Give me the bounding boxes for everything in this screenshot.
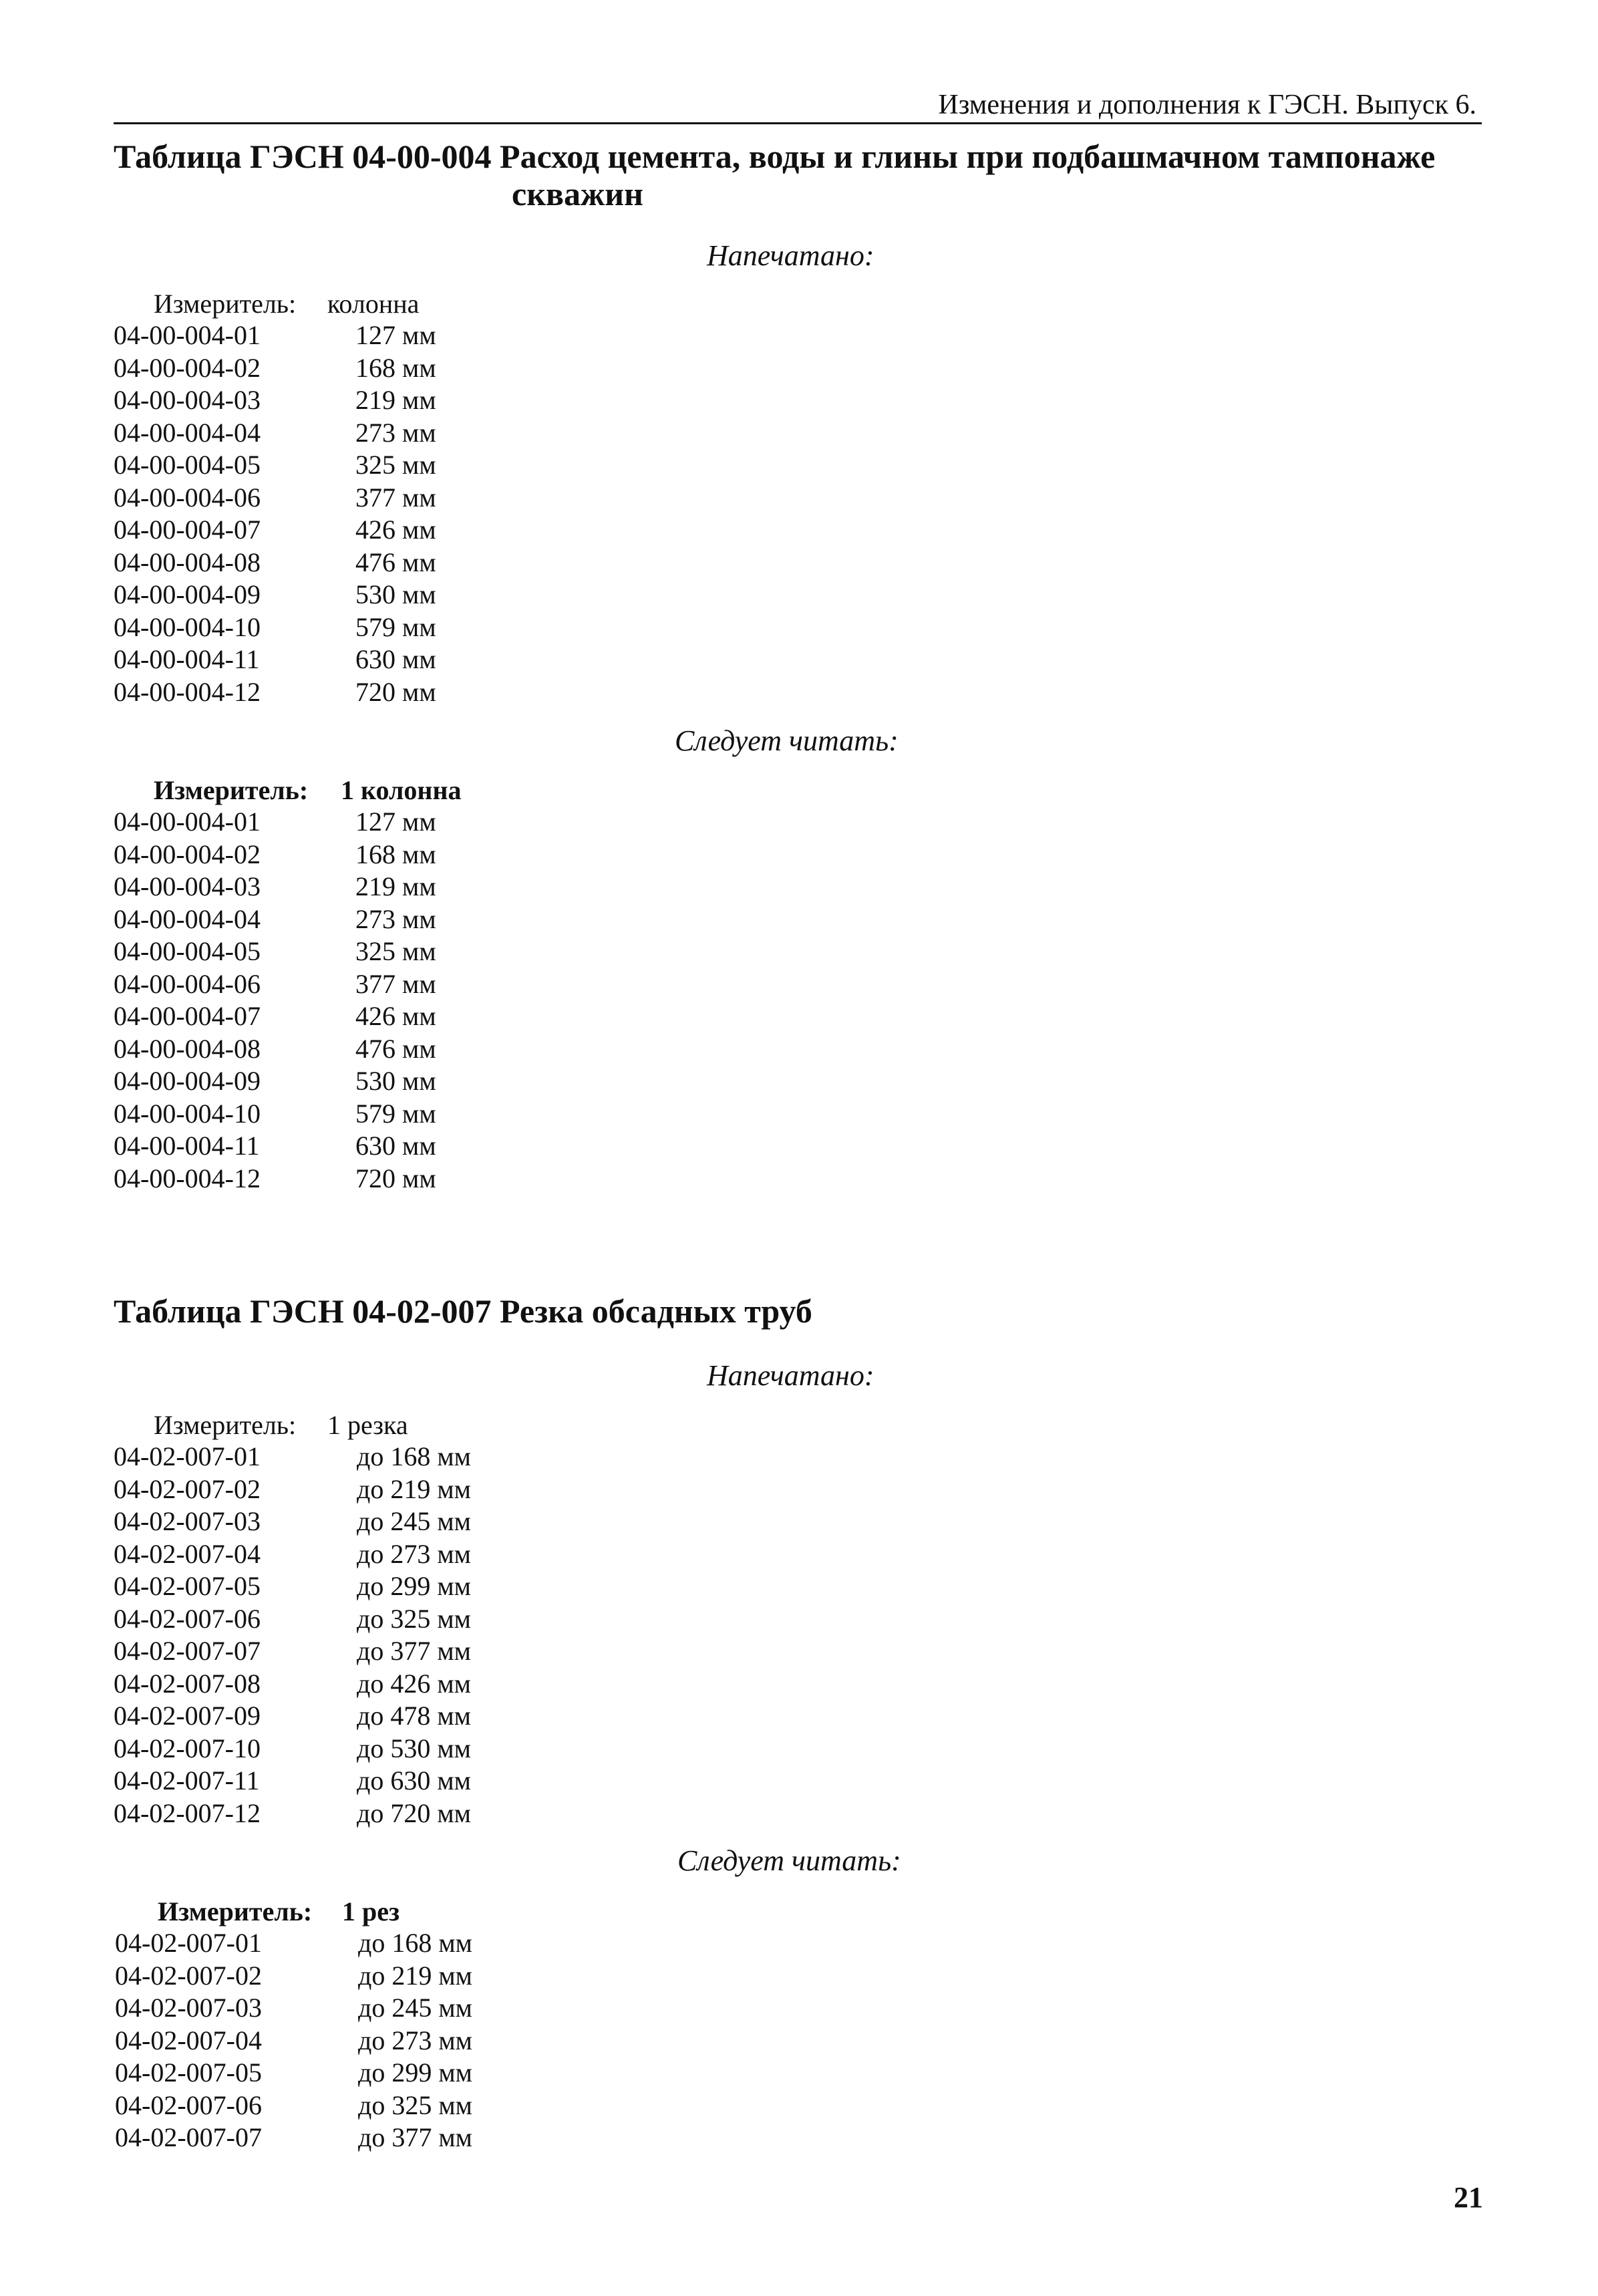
row-code: 04-02-007-04 (114, 1538, 261, 1569)
row-code: 04-02-007-10 (114, 1733, 261, 1763)
row-code: 04-00-004-09 (114, 1066, 261, 1096)
row-code: 04-00-004-04 (114, 417, 261, 448)
row-size: 426 мм (355, 515, 436, 545)
row-size: до 299 мм (358, 2057, 472, 2088)
row-code: 04-00-004-09 (114, 579, 261, 609)
table1-printed-meter (154, 289, 420, 319)
row-size: 630 мм (355, 644, 436, 674)
row-size: до 168 мм (358, 1928, 472, 1958)
row-size: 377 мм (355, 482, 436, 513)
row-size: до 530 мм (357, 1733, 471, 1763)
row-size: до 273 мм (357, 1538, 471, 1569)
meter-label: Измеритель: (158, 1896, 313, 1926)
row-code: 04-00-004-11 (114, 644, 260, 674)
row-code: 04-02-007-04 (115, 2025, 262, 2055)
row-size: 219 мм (355, 871, 436, 901)
row-size: 426 мм (355, 1001, 436, 1031)
row-size: до 299 мм (357, 1571, 471, 1601)
row-size: 579 мм (355, 1098, 436, 1129)
row-code: 04-00-004-04 (114, 903, 261, 934)
row-size: до 377 мм (358, 2122, 472, 2152)
table2-corrected-caption: Следует читать: (677, 1844, 901, 1877)
row-size: 476 мм (355, 547, 436, 577)
table1-corrected-caption: Следует читать: (675, 724, 899, 757)
meter-label: Измеритель: (154, 289, 297, 319)
row-code: 04-02-007-02 (114, 1473, 261, 1504)
row-code: 04-02-007-08 (114, 1668, 261, 1699)
row-code: 04-00-004-10 (114, 1098, 261, 1129)
row-code: 04-00-004-08 (114, 547, 261, 577)
row-code: 04-02-007-12 (114, 1798, 261, 1828)
running-header: Изменения и дополнения к ГЭСН. Выпуск 6. (114, 86, 1482, 124)
row-size: 325 мм (355, 450, 436, 480)
row-size: до 630 мм (357, 1765, 471, 1796)
row-size: до 245 мм (358, 1993, 472, 2023)
row-size: 377 мм (355, 968, 436, 999)
row-size: 273 мм (355, 903, 436, 934)
meter-label: Измеритель: (154, 1410, 297, 1440)
row-size: 720 мм (355, 676, 436, 707)
row-code: 04-00-004-08 (114, 1033, 261, 1064)
row-code: 04-02-007-01 (114, 1441, 261, 1471)
meter-value: 1 рез (342, 1896, 400, 1926)
row-size: 579 мм (355, 611, 436, 642)
row-size: 127 мм (355, 807, 436, 837)
meter-value: 1 колонна (341, 775, 462, 805)
row-size: до 168 мм (357, 1441, 471, 1471)
row-code: 04-00-004-01 (114, 320, 261, 350)
table1-title: Таблица ГЭСН 04-00-004 Расход цемента, воды и глины при подбашмачном тампонаже (114, 138, 1436, 175)
row-code: 04-00-004-07 (114, 1001, 261, 1031)
row-size: до 325 мм (357, 1603, 471, 1634)
row-size: 168 мм (355, 352, 436, 383)
row-code: 04-00-004-06 (114, 968, 261, 999)
row-size: до 720 мм (357, 1798, 471, 1828)
row-size: до 478 мм (357, 1701, 471, 1731)
row-code: 04-02-007-07 (115, 2122, 262, 2152)
row-code: 04-00-004-12 (114, 676, 261, 707)
row-code: 04-02-007-05 (115, 2057, 262, 2088)
table2-title: Таблица ГЭСН 04-02-007 Резка обсадных труб (114, 1292, 812, 1330)
row-code: 04-02-007-07 (114, 1636, 261, 1666)
row-code: 04-02-007-11 (114, 1765, 260, 1796)
meter-label: Измеритель: (154, 775, 309, 805)
row-size: 476 мм (355, 1033, 436, 1064)
row-size: 720 мм (355, 1163, 436, 1193)
page-number: 21 (1454, 2181, 1483, 2214)
row-size: до 273 мм (358, 2025, 472, 2055)
row-code: 04-00-004-02 (114, 839, 261, 869)
row-code: 04-00-004-10 (114, 611, 261, 642)
table1-printed-caption: Напечатано: (707, 239, 874, 272)
row-code: 04-02-007-09 (114, 1701, 261, 1731)
meter-value: 1 резка (327, 1410, 408, 1440)
meter-value: колонна (327, 289, 420, 319)
table2-corrected-meter (158, 1896, 400, 1927)
row-code: 04-00-004-03 (114, 385, 261, 415)
row-size: до 219 мм (358, 1960, 472, 1991)
row-size: до 377 мм (357, 1636, 471, 1666)
row-size: 530 мм (355, 579, 436, 609)
row-code: 04-00-004-02 (114, 352, 261, 383)
row-size: 219 мм (355, 385, 436, 415)
row-size: до 245 мм (357, 1506, 471, 1536)
row-code: 04-00-004-06 (114, 482, 261, 513)
row-code: 04-00-004-05 (114, 936, 261, 966)
row-code: 04-02-007-03 (115, 1993, 262, 2023)
row-size: до 219 мм (357, 1473, 471, 1504)
table1-corrected-meter (154, 775, 462, 806)
row-size: 273 мм (355, 417, 436, 448)
row-code: 04-00-004-11 (114, 1131, 260, 1161)
row-size: до 426 мм (357, 1668, 471, 1699)
row-size: 325 мм (355, 936, 436, 966)
row-code: 04-02-007-06 (115, 2090, 262, 2120)
row-code: 04-02-007-01 (115, 1928, 262, 1958)
table2-printed-caption: Напечатано: (707, 1359, 874, 1392)
row-size: 168 мм (355, 839, 436, 869)
row-code: 04-02-007-05 (114, 1571, 261, 1601)
row-code: 04-02-007-06 (114, 1603, 261, 1634)
row-code: 04-00-004-07 (114, 515, 261, 545)
row-size: 630 мм (355, 1131, 436, 1161)
row-size: 530 мм (355, 1066, 436, 1096)
row-code: 04-02-007-03 (114, 1506, 261, 1536)
row-code: 04-02-007-02 (115, 1960, 262, 1991)
table2-printed-meter (154, 1410, 408, 1441)
row-size: до 325 мм (358, 2090, 472, 2120)
row-code: 04-00-004-03 (114, 871, 261, 901)
row-size: 127 мм (355, 320, 436, 350)
row-code: 04-00-004-12 (114, 1163, 261, 1193)
row-code: 04-00-004-01 (114, 807, 261, 837)
row-code: 04-00-004-05 (114, 450, 261, 480)
table1-title-continuation: скважин (512, 175, 643, 212)
